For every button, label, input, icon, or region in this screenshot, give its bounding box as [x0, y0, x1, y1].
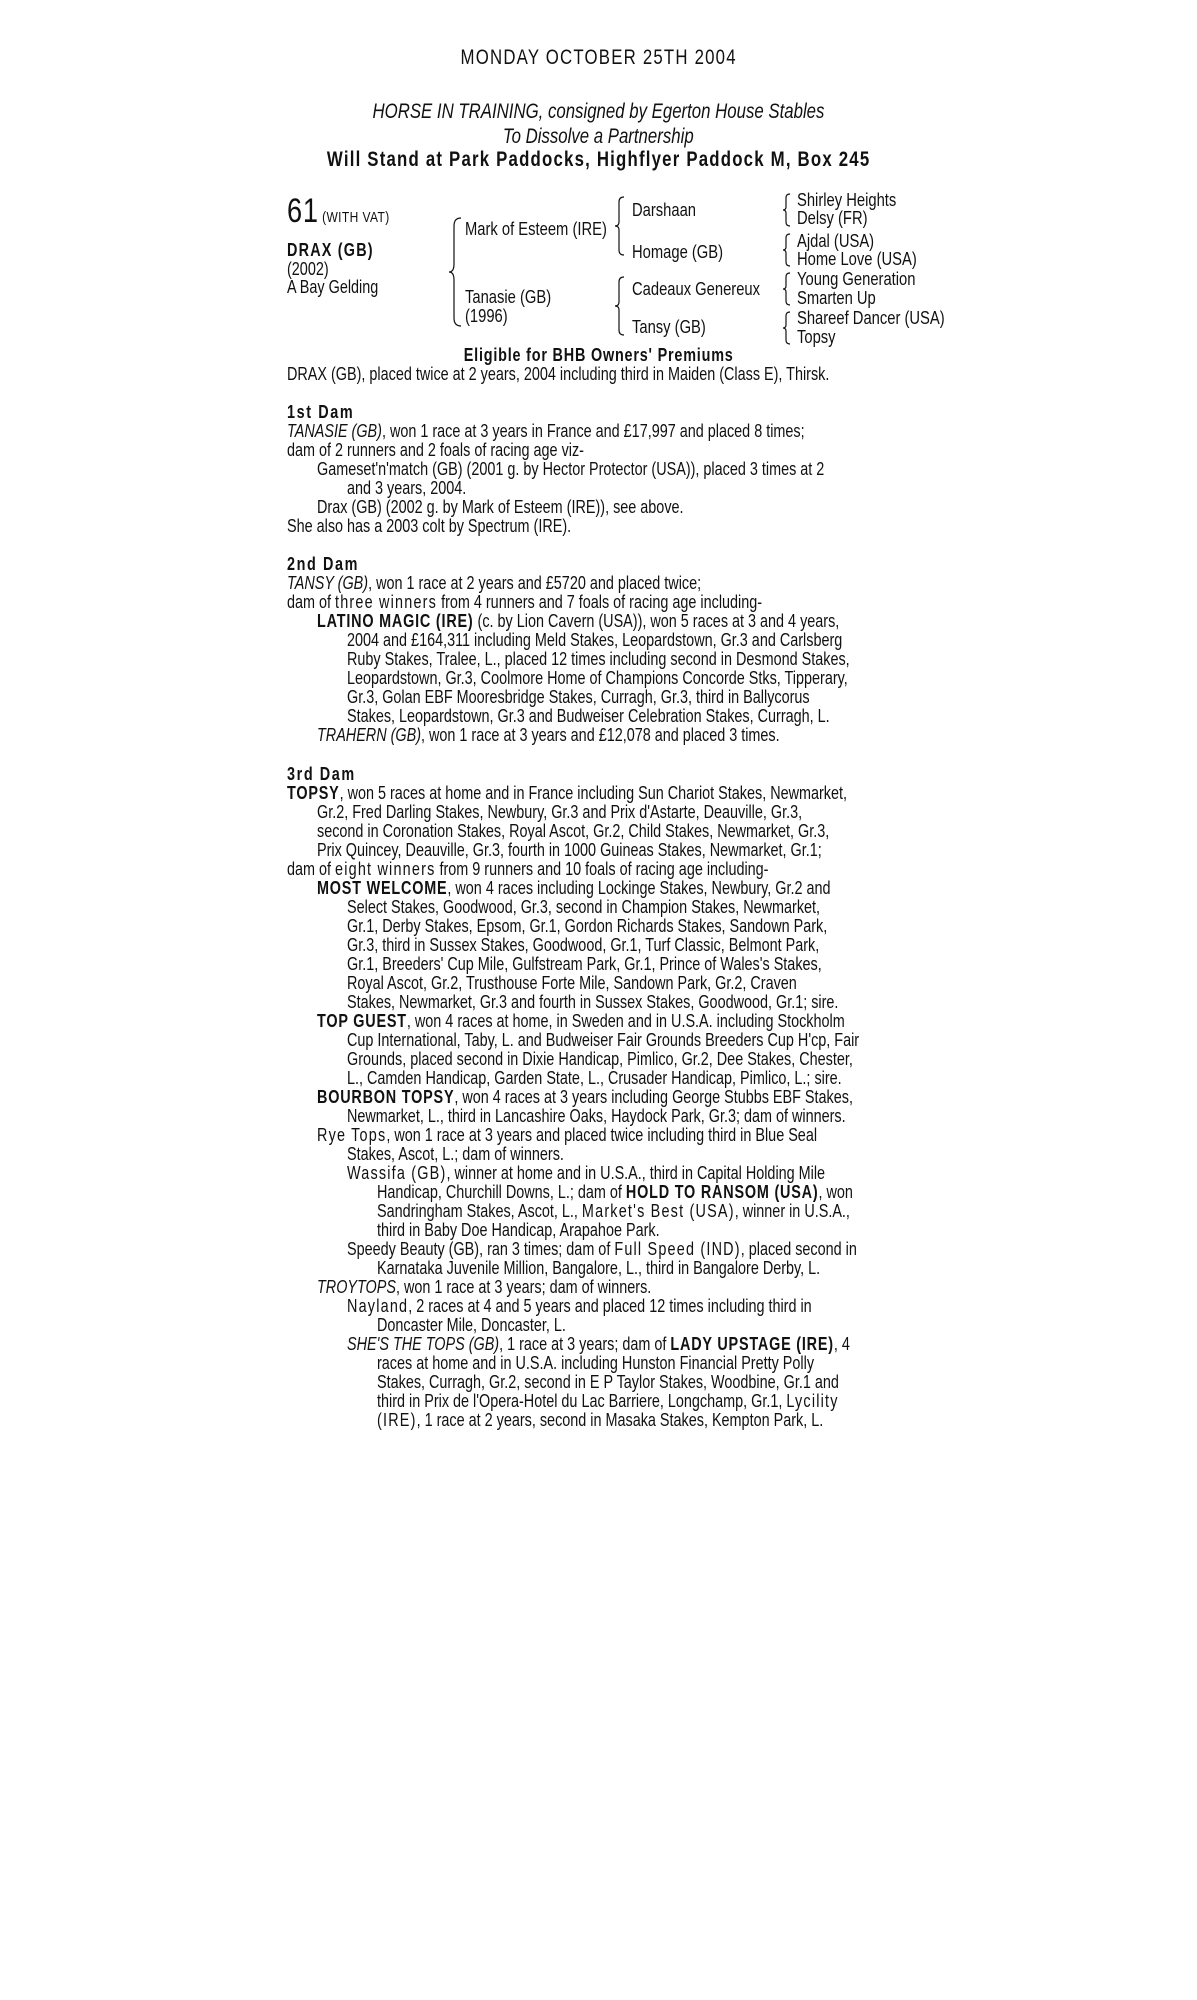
third-dam-line: dam of eight winners from 9 runners and 10 foals of racing age including- — [287, 859, 769, 879]
race-summary: DRAX (GB), placed twice at 2 years, 2004 including third in Maiden (Class E), Thirsk. — [287, 364, 830, 384]
pedigree-dam-sire: Cadeaux Genereux — [632, 279, 761, 299]
pedigree-dam-year: (1996) — [465, 306, 508, 326]
pedigree-brace-sire — [614, 196, 626, 256]
first-dam-line: Drax (GB) (2002 g. by Mark of Esteem (IRE)), see above. — [317, 497, 684, 517]
first-dam-line: and 3 years, 2004. — [347, 478, 467, 498]
third-dam-line: Royal Ascot, Gr.2, Trusthouse Forte Mile, Sandown Park, Gr.2, Craven — [347, 973, 797, 993]
pedigree-dam-dam: Tansy (GB) — [632, 317, 706, 337]
third-dam-line: Handicap, Churchill Downs, L.; dam of HOLD TO RANSOM (USA), won — [377, 1182, 853, 1202]
eligibility-note: Eligible for BHB Owners' Premiums — [463, 345, 734, 365]
third-dam-line: Prix Quincey, Deauville, Gr.3, fourth in 1000 Guineas Stakes, Newmarket, Gr.1; — [317, 840, 822, 860]
pedigree-brace-dam — [614, 276, 626, 336]
third-dam-line: Stakes, Curragh, Gr.2, second in E P Taylor Stakes, Woodbine, Gr.1 and — [377, 1372, 839, 1392]
pedigree-sire-sire: Darshaan — [632, 200, 696, 220]
pedigree-brace-g2 — [782, 233, 792, 267]
third-dam-line: second in Coronation Stakes, Royal Ascot, Gr.2, Child Stakes, Newmarket, Gr.3, — [317, 821, 830, 841]
horse-description: A Bay Gelding — [287, 277, 379, 297]
third-dam-line: Karnataka Juvenile Million, Bangalore, L., third in Bangalore Derby, L. — [377, 1258, 821, 1278]
sale-date: MONDAY OCTOBER 25TH 2004 — [460, 46, 737, 69]
lot-number: 61 — [287, 192, 319, 230]
third-dam-line: MOST WELCOME, won 4 races including Lockinge Stakes, Newbury, Gr.2 and — [317, 878, 831, 898]
third-dam-heading: 3rd Dam — [287, 764, 356, 784]
first-dam-line: dam of 2 runners and 2 foals of racing age viz- — [287, 440, 584, 460]
third-dam-line: races at home and in U.S.A. including Hunston Financial Pretty Polly — [377, 1353, 815, 1373]
pedigree-g1: Shirley Heights — [797, 190, 897, 210]
pedigree-dam: Tanasie (GB) — [465, 287, 552, 307]
third-dam-line: Stakes, Ascot, L.; dam of winners. — [347, 1144, 564, 1164]
second-dam-line: Gr.3, Golan EBF Mooresbridge Stakes, Curragh, Gr.3, third in Ballycorus — [347, 687, 810, 707]
third-dam-line: Select Stakes, Goodwood, Gr.3, second in Champion Stakes, Newmarket, — [347, 897, 821, 917]
third-dam-line: Rye Tops, won 1 race at 3 years and placed twice including third in Blue Seal — [317, 1125, 818, 1145]
pedigree-g5: Young Generation — [797, 269, 916, 289]
third-dam-line: third in Prix de l'Opera-Hotel du Lac Barriere, Longchamp, Gr.1, Lycility — [377, 1391, 839, 1411]
third-dam-line: Grounds, placed second in Dixie Handicap, Pimlico, Gr.2, Dee Stakes, Chester, — [347, 1049, 853, 1069]
horse-name: DRAX (GB) — [287, 240, 374, 260]
third-dam-line: Stakes, Newmarket, Gr.3 and fourth in Sussex Stakes, Goodwood, Gr.1; sire. — [347, 992, 839, 1012]
third-dam-line: Speedy Beauty (GB), ran 3 times; dam of Full Speed (IND), placed second in — [347, 1239, 857, 1259]
horse-year: (2002) — [287, 259, 329, 279]
third-dam-line: Wassifa (GB), winner at home and in U.S.A., third in Capital Holding Mile — [347, 1163, 826, 1183]
second-dam-heading: 2nd Dam — [287, 554, 360, 574]
third-dam-line: TROYTOPS, won 1 race at 3 years; dam of winners. — [317, 1277, 652, 1297]
pedigree-g6: Smarten Up — [797, 288, 876, 308]
third-dam-line: Gr.1, Breeders' Cup Mile, Gulfstream Park, Gr.1, Prince of Wales's Stakes, — [347, 954, 822, 974]
third-dam-line: BOURBON TOPSY, won 4 races at 3 years including George Stubbs EBF Stakes, — [317, 1087, 853, 1107]
third-dam-line: (IRE), 1 race at 2 years, second in Masaka Stakes, Kempton Park, L. — [377, 1410, 824, 1430]
pedigree-brace-g3 — [782, 272, 792, 306]
third-dam-line: Gr.3, third in Sussex Stakes, Goodwood, Gr.1, Turf Classic, Belmont Park, — [347, 935, 820, 955]
second-dam-line: TRAHERN (GB), won 1 race at 3 years and £12,078 and placed 3 times. — [317, 725, 780, 745]
first-dam-heading: 1st Dam — [287, 402, 355, 422]
second-dam-line: Stakes, Leopardstown, Gr.3 and Budweiser Celebration Stakes, Curragh, L. — [347, 706, 830, 726]
third-dam-line: Newmarket, L., third in Lancashire Oaks, Haydock Park, Gr.3; dam of winners. — [347, 1106, 846, 1126]
third-dam-line: Gr.2, Fred Darling Stakes, Newbury, Gr.3 and Prix d'Astarte, Deauville, Gr.3, — [317, 802, 803, 822]
pedigree-g2: Delsy (FR) — [797, 208, 868, 228]
second-dam-line: dam of three winners from 4 runners and 7 foals of racing age including- — [287, 592, 763, 612]
third-dam-line: TOP GUEST, won 4 races at home, in Sweden and in U.S.A. including Stockholm — [317, 1011, 845, 1031]
second-dam-line: Leopardstown, Gr.3, Coolmore Home of Champions Concorde Stks, Tipperary, — [347, 668, 848, 688]
first-dam-line: TANASIE (GB), won 1 race at 3 years in France and £17,997 and placed 8 times; — [287, 421, 805, 441]
third-dam-line: Sandringham Stakes, Ascot, L., Market's Best (USA), winner in U.S.A., — [377, 1201, 850, 1221]
pedigree-g7: Shareef Dancer (USA) — [797, 308, 945, 328]
consignment-title: HORSE IN TRAINING, consigned by Egerton House Stables — [372, 100, 825, 123]
third-dam-line: Doncaster Mile, Doncaster, L. — [377, 1315, 566, 1335]
third-dam-line: third in Baby Doe Handicap, Arapahoe Park. — [377, 1220, 660, 1240]
pedigree-brace-g4 — [782, 311, 792, 345]
first-dam-line: Gameset'n'match (GB) (2001 g. by Hector Protector (USA)), placed 3 times at 2 — [317, 459, 825, 479]
pedigree-g8: Topsy — [797, 327, 836, 347]
first-dam-line: She also has a 2003 colt by Spectrum (IRE). — [287, 516, 572, 536]
stand-location: Will Stand at Park Paddocks, Highflyer Paddock M, Box 245 — [326, 148, 871, 171]
lot-vat: (WITH VAT) — [322, 209, 390, 226]
third-dam-line: Gr.1, Derby Stakes, Epsom, Gr.1, Gordon Richards Stakes, Sandown Park, — [347, 916, 828, 936]
second-dam-line: 2004 and £164,311 including Meld Stakes, Leopardstown, Gr.3 and Carlsberg — [347, 630, 843, 650]
third-dam-line: Cup International, Taby, L. and Budweiser Fair Grounds Breeders Cup H'cp, Fair — [347, 1030, 860, 1050]
pedigree-brace-main — [448, 216, 464, 328]
pedigree-sire: Mark of Esteem (IRE) — [465, 219, 607, 239]
third-dam-line: Nayland, 2 races at 4 and 5 years and placed 12 times including third in — [347, 1296, 812, 1316]
second-dam-line: Ruby Stakes, Tralee, L., placed 12 times including second in Desmond Stakes, — [347, 649, 850, 669]
third-dam-line: SHE'S THE TOPS (GB), 1 race at 3 years; dam of LADY UPSTAGE (IRE), 4 — [347, 1334, 850, 1354]
third-dam-line: TOPSY, won 5 races at home and in France including Sun Chariot Stakes, Newmarket, — [287, 783, 848, 803]
second-dam-line: LATINO MAGIC (IRE) (c. by Lion Cavern (USA)), won 5 races at 3 and 4 years, — [317, 611, 840, 631]
lot-number-block — [287, 192, 415, 231]
pedigree-g3: Ajdal (USA) — [797, 231, 875, 251]
pedigree-brace-g1 — [782, 193, 792, 227]
consignment-subtitle: To Dissolve a Partnership — [503, 125, 694, 148]
pedigree-g4: Home Love (USA) — [797, 249, 917, 269]
second-dam-line: TANSY (GB), won 1 race at 2 years and £5720 and placed twice; — [287, 573, 702, 593]
third-dam-line: L., Camden Handicap, Garden State, L., Crusader Handicap, Pimlico, L.; sire. — [347, 1068, 842, 1088]
pedigree-sire-dam: Homage (GB) — [632, 242, 724, 262]
